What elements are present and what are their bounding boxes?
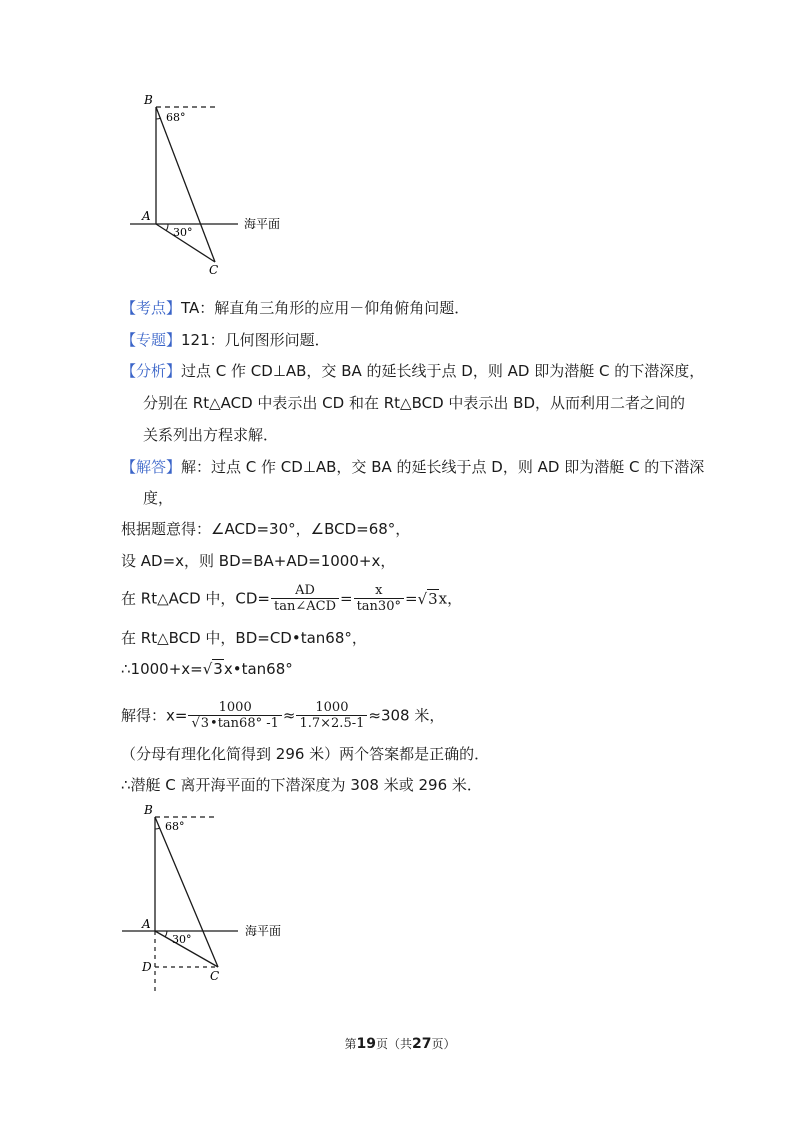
footer-mid: 页（共 [375,1037,412,1051]
figure-2 [122,800,302,1000]
label-a: A [142,209,151,223]
fraction-ad-over-tan-acd [271,583,339,615]
page-footer [0,1035,800,1052]
fraction-denominator: tan∠ACD [274,599,336,614]
step-2: 设 AD=x，则 BD=BA+AD=1000+x， [121,552,396,570]
sea-level-label: 海平面 [245,924,282,938]
angle-label-30: 30° [172,933,192,946]
fraction-denominator: 1.7×2.5-1 [299,716,365,731]
label-b: B [144,803,153,817]
step-6-prefix: 解得：x= [121,706,188,725]
fraction-numerator: AD [271,583,339,599]
angle-label-30: 30° [173,226,193,239]
sqrt-3: √3 [191,716,210,731]
step-3 [121,583,462,615]
angle-arc-30 [166,224,168,231]
angle-label-68: 68° [166,111,186,124]
fenxi-tag: 【分析】 [121,362,182,380]
jieda-tag: 【解答】 [121,458,182,476]
label-d: D [142,960,152,974]
step-6-suffix: ≈308 米， [368,706,445,725]
step-5 [121,659,293,679]
angle-arc-68 [155,828,160,829]
fraction-numerator: 1000 [296,700,367,716]
fraction-1000-over-numeric [296,700,367,732]
step-3-prefix: 在 Rt△ACD 中，CD= [121,589,270,608]
sea-level-label: 海平面 [244,217,281,231]
step-5-suffix: x•tan68° [223,660,293,678]
zhuanti-tag: 【专题】 [121,331,182,349]
radicand: 3 [200,716,210,731]
equals-sign: = [340,589,353,608]
label-c: C [210,969,220,983]
footer-post: 页） [431,1037,456,1051]
fenxi-line-1 [121,361,704,381]
sqrt-3: √3 [202,660,223,678]
step-3-suffix: x， [438,589,463,608]
total-pages: 27 [412,1036,432,1052]
figure-1 [130,90,300,280]
step-1: 根据题意得：∠ACD=30°，∠BCD=68°， [121,520,411,538]
zhuanti-line [121,330,330,350]
page-number: 19 [356,1036,376,1052]
kaodian-line [121,298,469,318]
sqrt-3: √3 [417,589,438,608]
jieda-line-2: 度， [143,489,174,507]
radicand: 3 [213,660,223,678]
label-a: A [142,917,151,931]
fenxi-line-3: 关系列出方程求解． [143,426,279,444]
fraction-numerator: x [354,583,404,599]
zhuanti-text: 121：几何图形问题． [181,331,330,349]
step-7: （分母有理化化简得到 296 米）两个答案都是正确的． [121,745,490,763]
fraction-x-over-tan30 [354,583,404,615]
approx-sign: ≈ [282,706,296,725]
step-6 [121,700,444,732]
fraction-numerator: 1000 [188,700,281,716]
jieda-text-1: 解：过点 C 作 CD⊥AB，交 BA 的延长线于点 D，则 AD 即为潜艇 C 的下潜深 [181,458,705,476]
step-8: ∴潜艇 C 离开海平面的下潜深度为 308 米或 296 米． [121,776,482,794]
footer-pre: 第 [344,1037,357,1051]
label-c: C [209,263,219,277]
radicand: 3 [428,589,438,608]
step-4: 在 Rt△BCD 中，BD=CD•tan68°， [121,629,367,647]
fraction-1000-over-expression [188,700,281,732]
fraction-denominator [188,716,281,732]
fraction-denominator: tan30° [356,599,401,614]
label-b: B [144,93,153,107]
equals-sign: = [404,589,418,608]
kaodian-text: TA：解直角三角形的应用－仰角俯角问题． [181,299,470,317]
angle-arc-30 [165,931,167,937]
fenxi-text-1: 过点 C 作 CD⊥AB，交 BA 的延长线于点 D，则 AD 即为潜艇 C 的下潜深度， [181,362,705,380]
fenxi-line-2: 分别在 Rt△ACD 中表示出 CD 和在 Rt△BCD 中表示出 BD，从而利用二者之间的 [143,394,685,412]
step-5-prefix: ∴1000+x= [121,660,203,678]
denominator-rest: •tan68° -1 [210,716,279,731]
jieda-line-1 [121,457,704,477]
angle-label-68: 68° [165,820,185,833]
kaodian-tag: 【考点】 [121,299,182,317]
